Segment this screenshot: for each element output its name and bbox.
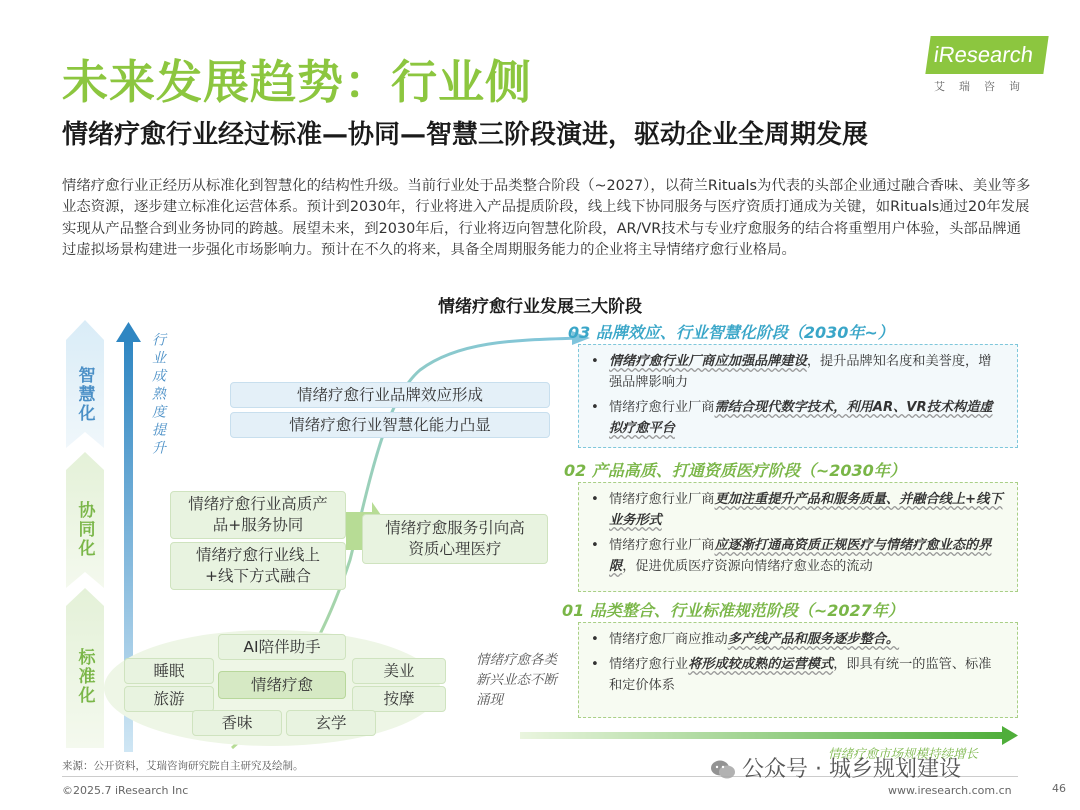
stage-1-box — [578, 622, 1018, 718]
stage-1-bullet-2: • 情绪疗愈行业将形成较成熟的运营模式，即具有统一的监管、标准和定价体系 — [591, 657, 992, 693]
standard-item-ai: AI陪伴助手 — [218, 634, 346, 660]
copyright: ©2025.7 iResearch Inc — [62, 784, 189, 797]
page-title: 未来发展趋势：行业侧 — [62, 55, 532, 109]
stage-2-bullet-1: • 情绪疗愈行业厂商更加注重提升产品和服务质量、并融合线上+线下业务形式 — [591, 492, 1003, 528]
standard-center: 情绪疗愈 — [218, 671, 346, 699]
watermark: 公众号 · 城乡规划建设 — [710, 752, 961, 783]
stage-3-bullet-1: • 情绪疗愈行业厂商应加强品牌建设，提升品牌知名度和美誉度，增强品牌影响力 — [591, 354, 992, 390]
standard-item-fragrance: 香味 — [192, 710, 282, 736]
bottom-arrow-head — [1002, 726, 1018, 745]
standard-item-travel: 旅游 — [124, 686, 214, 712]
standard-item-massage: 按摩 — [352, 686, 446, 712]
stage-1-bullet-1: • 情绪疗愈厂商应推动多产线产品和服务逐步整合。 — [591, 632, 900, 647]
smart-pill-2: 情绪疗愈行业智慧化能力凸显 — [230, 412, 550, 438]
diagram-title: 情绪疗愈行业发展三大阶段 — [438, 297, 642, 317]
stage-2-box — [578, 482, 1018, 592]
page-subtitle: 情绪疗愈行业经过标准—协同—智慧三阶段演进，驱动企业全周期发展 — [62, 120, 869, 150]
source-note: 来源：公开资料，艾瑞咨询研究院自主研究及绘制。 — [62, 760, 304, 772]
maturity-axis-label: 行业成熟度提升 — [150, 332, 166, 458]
market-growth-label: 情绪疗愈市场规模持续增长 — [828, 746, 979, 761]
standard-item-beauty: 美业 — [352, 658, 446, 684]
level-standard: 标准化 — [74, 647, 95, 705]
logo-brand: iResearch — [925, 36, 1048, 74]
smart-pill-1: 情绪疗愈行业品牌效应形成 — [230, 382, 550, 408]
standard-item-sleep: 睡眠 — [124, 658, 214, 684]
level-collab: 协同化 — [74, 500, 95, 558]
stage-2-bullet-2: • 情绪疗愈行业厂商应逐渐打通高资质正规医疗与情绪疗愈业态的界限，促进优质医疗资源向情绪疗愈业态的流动 — [591, 538, 992, 574]
footer-url: www.iresearch.com.cn — [888, 784, 1012, 797]
summary-paragraph: 情绪疗愈行业正经历从标准化到智慧化的结构性升级。当前行业处于品类整合阶段（~2027），以荷兰Rituals为代表的头部企业通过融合香味、美业等多业态资源，逐步建立标准化运营体系。预计到2030年，行业将进入产品提质阶段，线上线下协同服务与医疗资质打通成为关键，如Rituals通过20年发展实现从产品整合到业务协同的跨越。展望未来，到2030年后，行业将迈向智慧化阶段，AR/VR技术与专业疗愈服务的结合将重塑用户体验，头部品牌通过虚拟场景构建进一步强化市场影响力。预计在不久的将来，具备全周期服务能力的企业将主导情绪疗愈行业格局。 — [62, 178, 1031, 259]
emerging-text: 情绪疗愈各类新兴业态不断涌现 — [476, 652, 557, 708]
collab-pill-1: 情绪疗愈行业高质产品+服务协同 — [170, 491, 346, 539]
standard-item-mysticism: 玄学 — [286, 710, 376, 736]
stage-3-box — [578, 344, 1018, 448]
stage-3-bullet-2: • 情绪疗愈行业厂商需结合现代数字技术，利用AR、VR技术构造虚拟疗愈平台 — [591, 400, 993, 436]
collab-pill-2: 情绪疗愈行业线上+线下方式融合 — [170, 542, 346, 590]
stage-2-title: 02 产品高质、打通资质医疗阶段（~2030年） — [564, 461, 906, 480]
bottom-arrow-shaft — [520, 732, 1005, 739]
page-number: 46 — [1052, 782, 1066, 795]
level-smart: 智慧化 — [74, 365, 95, 423]
logo-sub: 艾瑞咨询 — [934, 80, 1034, 93]
collab-target-pill: 情绪疗愈服务引向高资质心理医疗 — [362, 514, 548, 564]
stage-3-title: 03 品牌效应、行业智慧化阶段（2030年~） — [568, 323, 894, 342]
stage-1-title: 01 品类整合、行业标准规范阶段（~2027年） — [562, 601, 904, 620]
wechat-icon — [710, 759, 736, 781]
vertical-arrow-head — [116, 322, 141, 342]
